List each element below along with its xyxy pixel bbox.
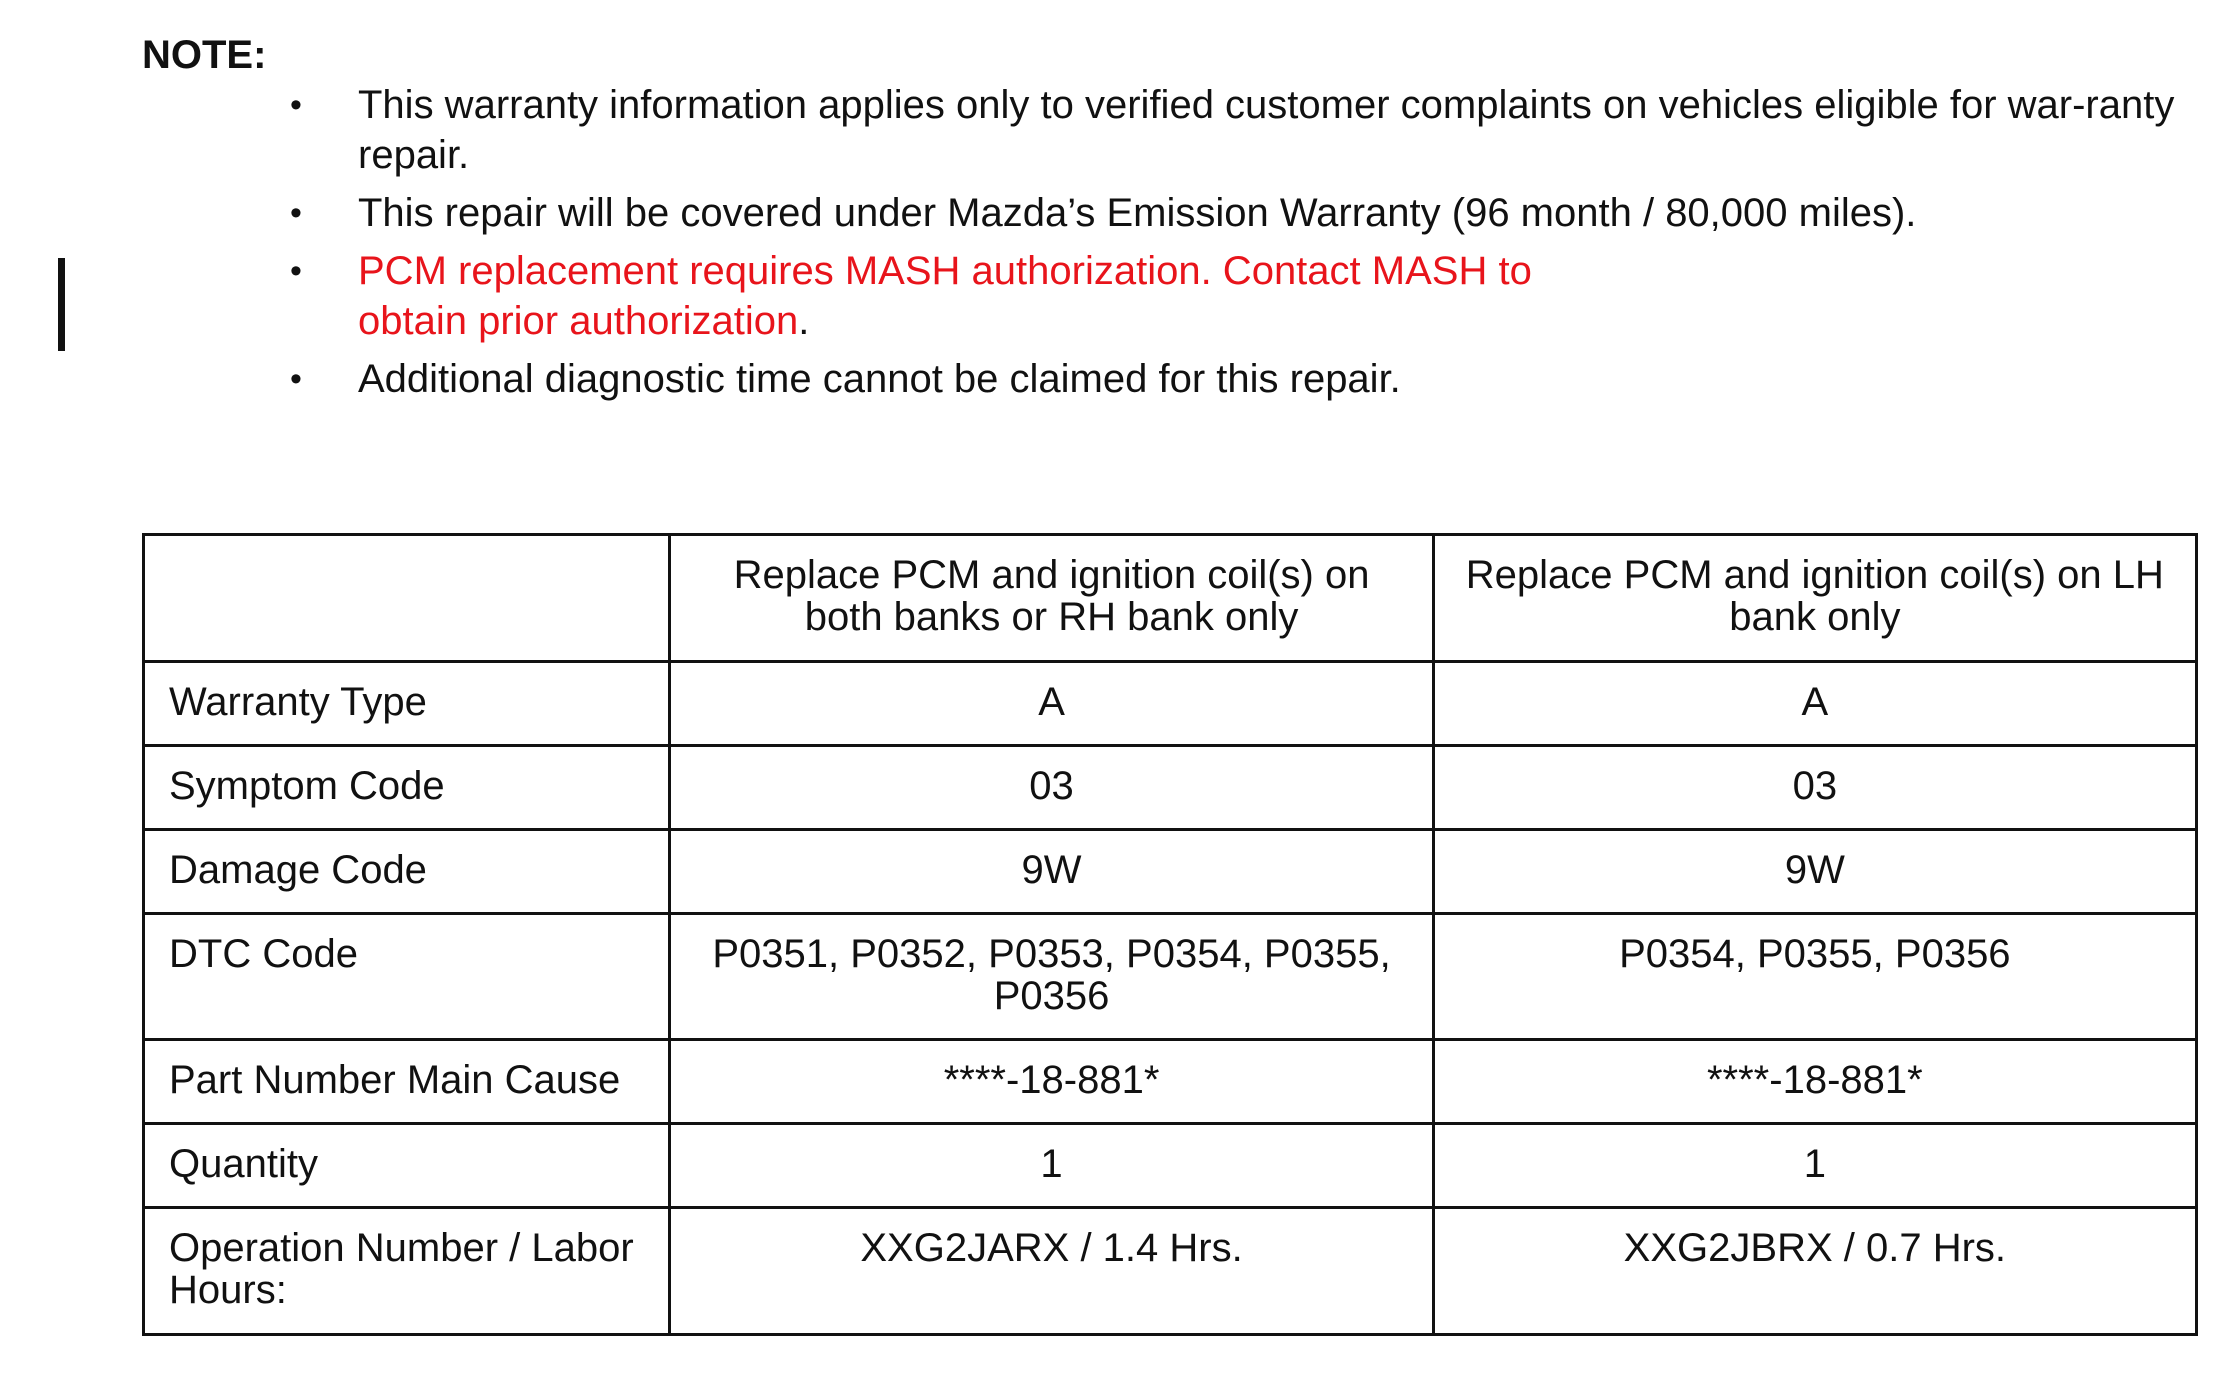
row-value-col1: 1 bbox=[670, 1124, 1433, 1208]
note-item bbox=[290, 354, 2190, 404]
warranty-table bbox=[142, 533, 2198, 1336]
table-row bbox=[144, 746, 2197, 830]
row-value-col1: ****-18-881* bbox=[670, 1040, 1433, 1124]
row-value-col2: XXG2JBRX / 0.7 Hrs. bbox=[1433, 1208, 2196, 1335]
bullet-icon: • bbox=[290, 194, 302, 232]
note-item-highlighted bbox=[290, 246, 2190, 346]
row-label: Symptom Code bbox=[144, 746, 670, 830]
table-header-col2: Replace PCM and ignition coil(s) on LH bank only bbox=[1433, 535, 2196, 662]
row-value-col1: 9W bbox=[670, 830, 1433, 914]
bullet-icon: • bbox=[290, 86, 302, 124]
note-heading: NOTE: bbox=[142, 33, 267, 77]
row-value-col1: 03 bbox=[670, 746, 1433, 830]
table-header-row bbox=[144, 535, 2197, 662]
note-list bbox=[290, 80, 2190, 412]
note-item-text-red: PCM replacement requires MASH authorization. Contact MASH to obtain prior authorization bbox=[358, 249, 1532, 343]
note-item bbox=[290, 80, 2190, 180]
note-item-text: Additional diagnostic time cannot be claimed for this repair. bbox=[358, 357, 1401, 401]
row-value-col1: XXG2JARX / 1.4 Hrs. bbox=[670, 1208, 1433, 1335]
row-label: Operation Number / Labor Hours: bbox=[144, 1208, 670, 1335]
table-header-empty bbox=[144, 535, 670, 662]
row-label: Warranty Type bbox=[144, 662, 670, 746]
row-label: Part Number Main Cause bbox=[144, 1040, 670, 1124]
row-label: Damage Code bbox=[144, 830, 670, 914]
row-label: Quantity bbox=[144, 1124, 670, 1208]
table-row bbox=[144, 662, 2197, 746]
table-row bbox=[144, 1040, 2197, 1124]
note-item-text: This repair will be covered under Mazda’s Emission Warranty (96 month / 80,000 miles). bbox=[358, 191, 1917, 235]
table-row bbox=[144, 830, 2197, 914]
table-row bbox=[144, 914, 2197, 1040]
row-value-col1: P0351, P0352, P0353, P0354, P0355, P0356 bbox=[670, 914, 1433, 1040]
table-header-col1: Replace PCM and ignition coil(s) on both banks or RH bank only bbox=[670, 535, 1433, 662]
note-item-text bbox=[358, 246, 1618, 346]
note-item-period: . bbox=[798, 299, 810, 343]
table-row bbox=[144, 1208, 2197, 1335]
row-value-col2: 1 bbox=[1433, 1124, 2196, 1208]
revision-change-bar bbox=[58, 258, 65, 351]
row-value-col2: ****-18-881* bbox=[1433, 1040, 2196, 1124]
row-value-col1: A bbox=[670, 662, 1433, 746]
row-value-col2: P0354, P0355, P0356 bbox=[1433, 914, 2196, 1040]
bullet-icon: • bbox=[290, 360, 302, 398]
bullet-icon: • bbox=[290, 252, 302, 290]
row-value-col2: 9W bbox=[1433, 830, 2196, 914]
row-value-col2: A bbox=[1433, 662, 2196, 746]
note-item bbox=[290, 188, 2190, 238]
table-row bbox=[144, 1124, 2197, 1208]
note-item-text: This warranty information applies only to verified customer complaints on vehicles eligible for war-ranty repair. bbox=[358, 83, 2175, 177]
row-value-col2: 03 bbox=[1433, 746, 2196, 830]
row-label: DTC Code bbox=[144, 914, 670, 1040]
